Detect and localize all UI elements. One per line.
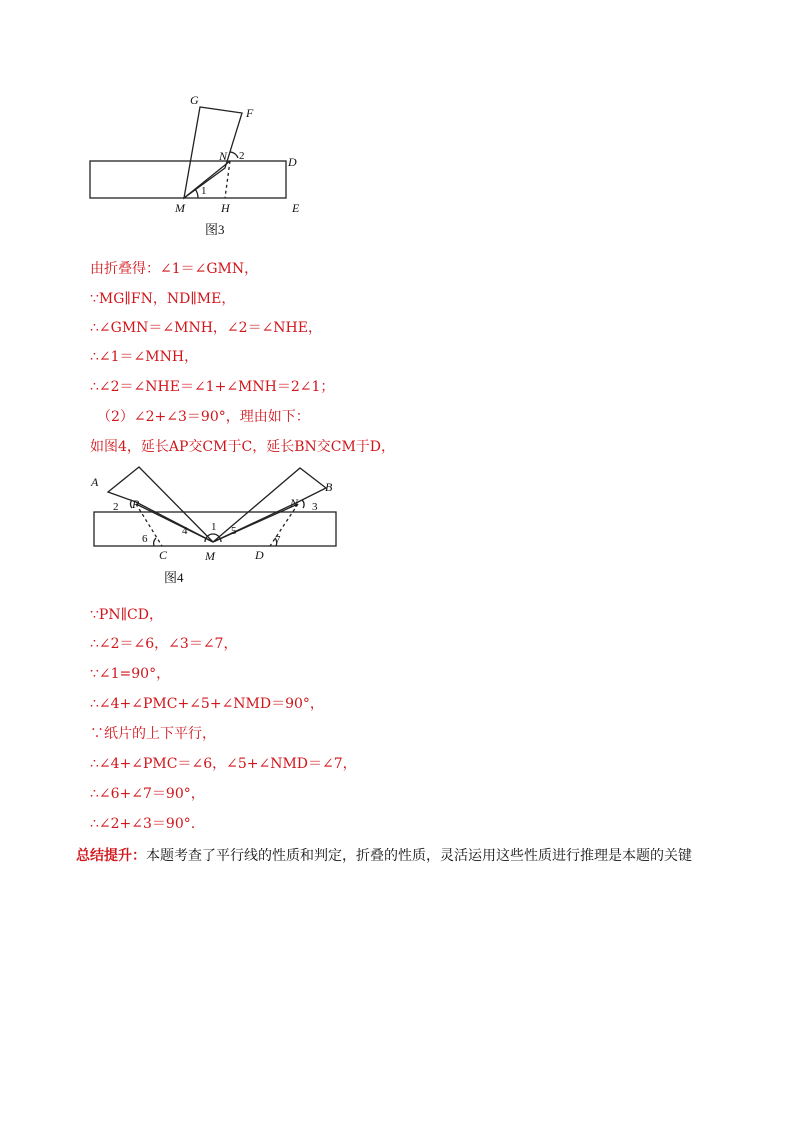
angle-label-2: 2 [239, 150, 245, 162]
angle-label-6: 6 [142, 533, 148, 545]
figure-3-caption: 图3 [205, 222, 225, 237]
angle-label-1: 1 [201, 185, 207, 197]
solution-line-4: ∴∠1＝∠MNH， [90, 349, 199, 365]
angle-arc-2 [230, 152, 238, 158]
solution-line-8: ∵PN∥CD， [90, 607, 163, 623]
angle-label-1: 1 [211, 521, 217, 533]
label-f: F [246, 106, 254, 120]
figure-3 [80, 88, 320, 248]
solution-line-6: （2）∠2+∠3＝90°，理由如下： [97, 409, 310, 425]
label-c: C [159, 548, 168, 562]
angle-label-4: 4 [182, 525, 188, 537]
angle-label-3: 3 [312, 501, 318, 513]
fold-line-mn [184, 161, 230, 198]
label-e: E [292, 201, 300, 215]
label-h: H [221, 201, 230, 215]
label-p: P [132, 497, 140, 511]
left-folded-flap [108, 467, 213, 542]
solution-line-14: ∴∠6+∠7＝90°， [90, 786, 205, 802]
solution-line-1: 由折叠得：∠1＝∠GMN， [90, 261, 259, 277]
figure-4 [80, 462, 350, 594]
label-b: B [325, 480, 333, 494]
label-n: N [219, 149, 228, 163]
angle-arc-6 [154, 538, 156, 546]
solution-line-5: ∴∠2＝∠NHE＝∠1+∠MNH＝2∠1； [90, 379, 335, 395]
solution-line-3: ∴∠GMN＝∠MNH，∠2＝∠NHE， [90, 320, 322, 336]
summary-paragraph [76, 845, 692, 865]
angle-arc-3 [302, 500, 304, 508]
angle-label-2: 2 [113, 501, 119, 513]
angle-label-5: 5 [231, 525, 237, 537]
label-m: M [205, 549, 215, 563]
angle-label-7: 7 [275, 534, 281, 546]
summary-text: 本题考查了平行线的性质和判定，折叠的性质，灵活运用这些性质进行推理是本题的关键 [146, 848, 692, 864]
solution-line-10: ∵∠1=90°， [90, 666, 171, 682]
solution-line-15: ∴∠2+∠3＝90°. [90, 816, 196, 832]
label-d: D [288, 155, 297, 169]
label-n: N [290, 496, 299, 510]
solution-line-11: ∴∠4+∠PMC+∠5+∠NMD＝90°， [90, 696, 324, 712]
label-g: G [190, 93, 199, 107]
solution-line-13: ∴∠4+∠PMC＝∠6，∠5+∠NMD＝∠7， [90, 756, 357, 772]
paper-strip [90, 161, 286, 198]
solution-line-12: ∵纸片的上下平行， [90, 726, 216, 742]
right-folded-flap [213, 468, 326, 542]
summary-label: 总结提升： [76, 848, 146, 864]
label-m: M [175, 201, 185, 215]
angle-arc-1 [195, 189, 198, 198]
label-d: D [255, 548, 264, 562]
solution-line-9: ∴∠2＝∠6，∠3＝∠7， [90, 636, 238, 652]
fold-line-nm [213, 504, 298, 542]
figure-4-caption: 图4 [164, 570, 184, 585]
fold-line-pm [136, 504, 213, 542]
label-a: A [91, 475, 99, 489]
solution-line-2: ∵MG∥FN，ND∥ME， [90, 291, 236, 307]
solution-line-7: 如图4，延长AP交CM于C，延长BN交CM于D， [90, 439, 396, 455]
